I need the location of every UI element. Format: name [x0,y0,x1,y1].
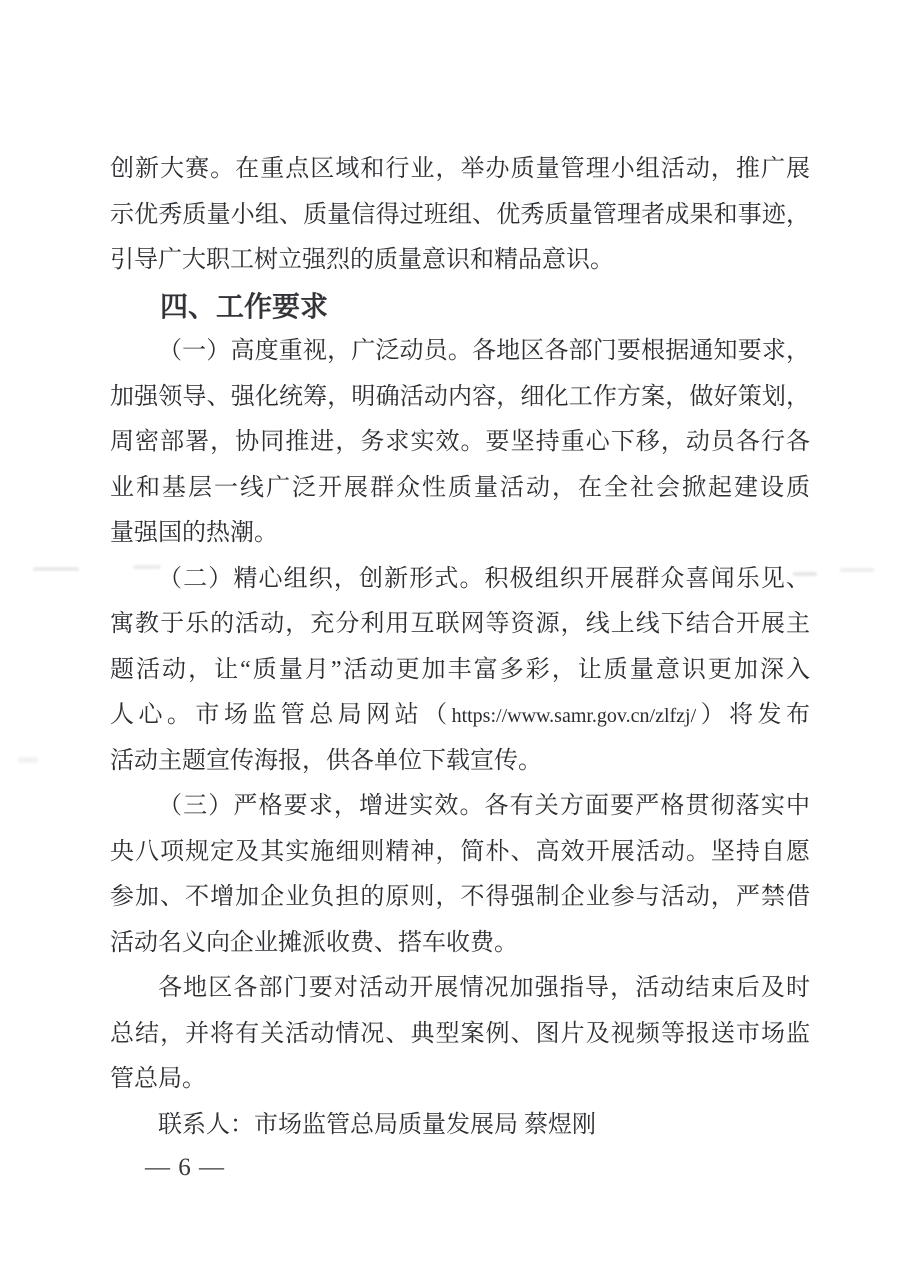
scan-artifact [33,567,79,571]
text-line: 参加、不增加企业负担的原则，不得强制企业参与活动，严禁借 [110,884,810,910]
section-heading: 四、工作要求 [160,290,329,322]
scan-artifact [133,565,161,569]
text-line: 周密部署，协同推进，务求实效。要坚持重心下移，动员各行各 [110,429,810,455]
text-line: 引导广大职工树立强烈的质量意识和精品意识。 [110,247,614,273]
text-line: 创新大赛。在重点区域和行业，举办质量管理小组活动，推广展 [110,156,810,182]
text-line: 活动名义向企业摊派收费、搭车收费。 [110,929,518,956]
text-line: 管总局。 [110,1066,206,1092]
text-line: 总结，并将有关活动情况、典型案例、图片及视频等报送市场监 [110,1020,810,1047]
url-line-prefix: 人心。市场监管总局网站（ [110,702,452,728]
text-line: （一）高度重视，广泛动员。各地区各部门要根据通知要求， [158,338,810,364]
paragraph-item-three [110,784,810,966]
scan-artifact [793,572,817,576]
page-number: — 6 — [145,1154,225,1181]
text-line-with-url [110,693,810,739]
text-line: 示优秀质量小组、质量信得过班组、优秀质量管理者成果和事迹， [110,201,810,228]
scan-artifact [840,568,874,572]
paragraph-closing [110,966,810,1103]
paragraph-item-one [110,329,810,557]
paragraph-item-two [110,557,810,785]
paragraph-continuation [110,147,810,284]
text-line: 加强领导、强化统筹，明确活动内容，细化工作方案，做好策划， [110,383,810,410]
scan-artifact [18,757,38,763]
text-line: （三）严格要求，增进实效。各有关方面要严格贯彻落实中 [158,793,810,819]
text-line: 量强国的热潮。 [110,520,278,546]
website-url: https://www.samr.gov.cn/zlfzj/ [451,705,697,727]
text-line: 寓教于乐的活动，充分利用互联网等资源，线上线下结合开展主 [110,611,810,637]
text-line: （二）精心组织，创新形式。积极组织开展群众喜闻乐见、 [158,565,810,592]
text-line: 业和基层一线广泛开展群众性质量活动，在全社会掀起建设质 [110,474,810,501]
contact-line: 联系人：市场监管总局质量发展局 蔡煜刚 [158,1111,596,1138]
text-line: 各地区各部门要对活动开展情况加强指导，活动结束后及时 [158,975,810,1001]
document-text-block [110,147,810,1148]
text-line: 央八项规定及其实施细则精神，简朴、高效开展活动。坚持自愿 [110,838,810,865]
text-line: 题活动，让“质量月”活动更加丰富多彩，让质量意识更加深入 [110,656,810,683]
url-line-suffix: ）将发布 [696,702,811,728]
text-line: 活动主题宣传海报，供各单位下载宣传。 [110,747,542,774]
